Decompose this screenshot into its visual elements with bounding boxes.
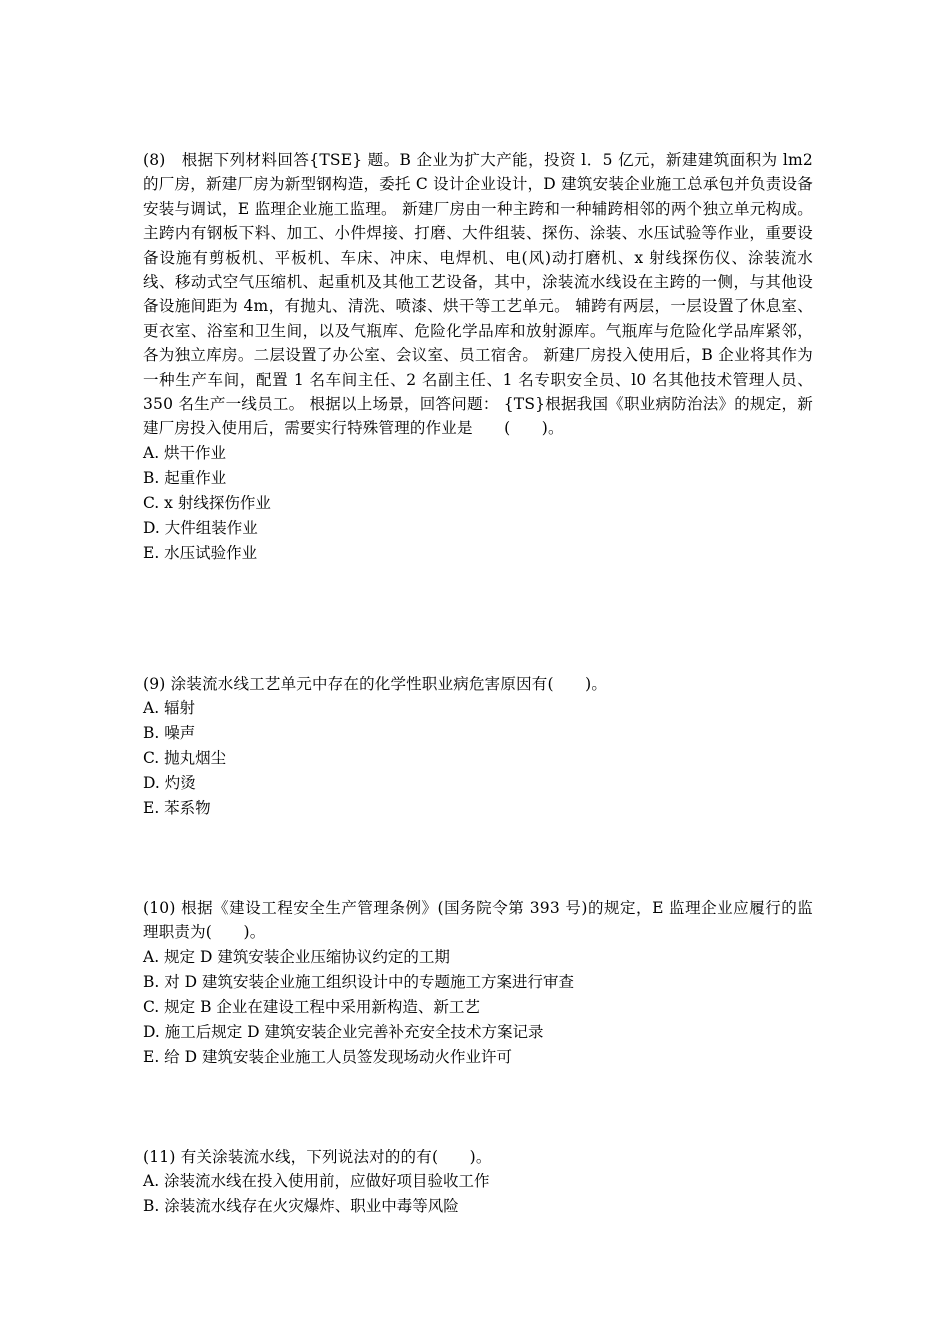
- question-8: [143, 148, 813, 566]
- question-stem: (10) 根据《建设工程安全生产管理条例》(国务院令第 393 号)的规定，E 监理企业应履行的监理职责为( )。: [143, 899, 813, 942]
- option-d: D. 施工后规定 D 建筑安装企业完善补充安全技术方案记录: [143, 1022, 544, 1041]
- option-c: C. 抛丸烟尘: [143, 749, 227, 768]
- question-stem: (9) 涂装流水线工艺单元中存在的化学性职业病危害原因有( )。: [143, 675, 608, 693]
- option-b: B. 涂装流水线存在火灾爆炸、职业中毒等风险: [143, 1197, 459, 1216]
- question-stem: (8) 根据下列材料回答{TSE} 题。B 企业为扩大产能，投资 l．5 亿元，新建建筑面积为 lm2 的厂房，新建厂房为新型钢构造，委托 C 设计企业设计，D 建筑安装企业施工总承包并负责设备安装与调试，E 监理企业施工监理。 新建厂房由一种主跨和一种辅跨相邻的两个独立单元构成。 主跨内有钢板下料、加工、小件焊接、打磨、大件组装、探伤、涂装、水压试验等作业，重要设备设施有剪板机、平板机、车床、冲床、电焊机、电(风)动打磨机、x 射线探伤仪、涂装流水线、移动式空气压缩机、起重机及其他工艺设备，其中，涂装流水线设在主跨的一侧，与其他设备设施间距为 4m，有抛丸、清洗、喷漆、烘干等工艺单元。 辅跨有两层，一层设置了休息室、更衣室、浴室和卫生间，以及气瓶库、危险化学品库和放射源库。气瓶库与危险化学品库紧邻，各为独立库房。二层设置了办公室、会议室、员工宿舍。 新建厂房投入使用后，B 企业将其作为一种生产车间，配置 1 名车间主任、2 名副主任、1 名专职安全员、l0 名其他技术管理人员、350 名生产一线员工。 根据以上场景，回答问题： {TS}根据我国《职业病防治法》的规定，新建厂房投入使用后，需要实行特殊管理的作业是 ( )。: [143, 151, 813, 438]
- option-a: A. 涂装流水线在投入使用前，应做好项目验收工作: [143, 1172, 490, 1191]
- option-c: C. x 射线探伤作业: [143, 493, 271, 512]
- option-b: B. 噪声: [143, 724, 196, 743]
- option-e: E. 苯系物: [143, 799, 211, 818]
- option-a: A. 辐射: [143, 699, 196, 718]
- option-a: A. 烘干作业: [143, 443, 227, 462]
- question-stem: (11) 有关涂装流水线，下列说法对的的有( )。: [143, 1148, 492, 1166]
- option-a: A. 规定 D 建筑安装企业压缩协议约定的工期: [143, 947, 450, 966]
- option-e: E. 给 D 建筑安装企业施工人员签发现场动火作业许可: [143, 1047, 512, 1066]
- option-d: D. 大件组装作业: [143, 518, 258, 537]
- question-10: [143, 896, 813, 1070]
- option-b: B. 起重作业: [143, 468, 227, 487]
- option-b: B. 对 D 建筑安装企业施工组织设计中的专题施工方案进行审查: [143, 972, 575, 991]
- option-e: E. 水压试验作业: [143, 543, 258, 562]
- option-d: D. 灼烫: [143, 774, 196, 793]
- option-c: C. 规定 B 企业在建设工程中采用新构造、新工艺: [143, 997, 480, 1016]
- question-9: [143, 672, 813, 821]
- question-11: [143, 1145, 813, 1219]
